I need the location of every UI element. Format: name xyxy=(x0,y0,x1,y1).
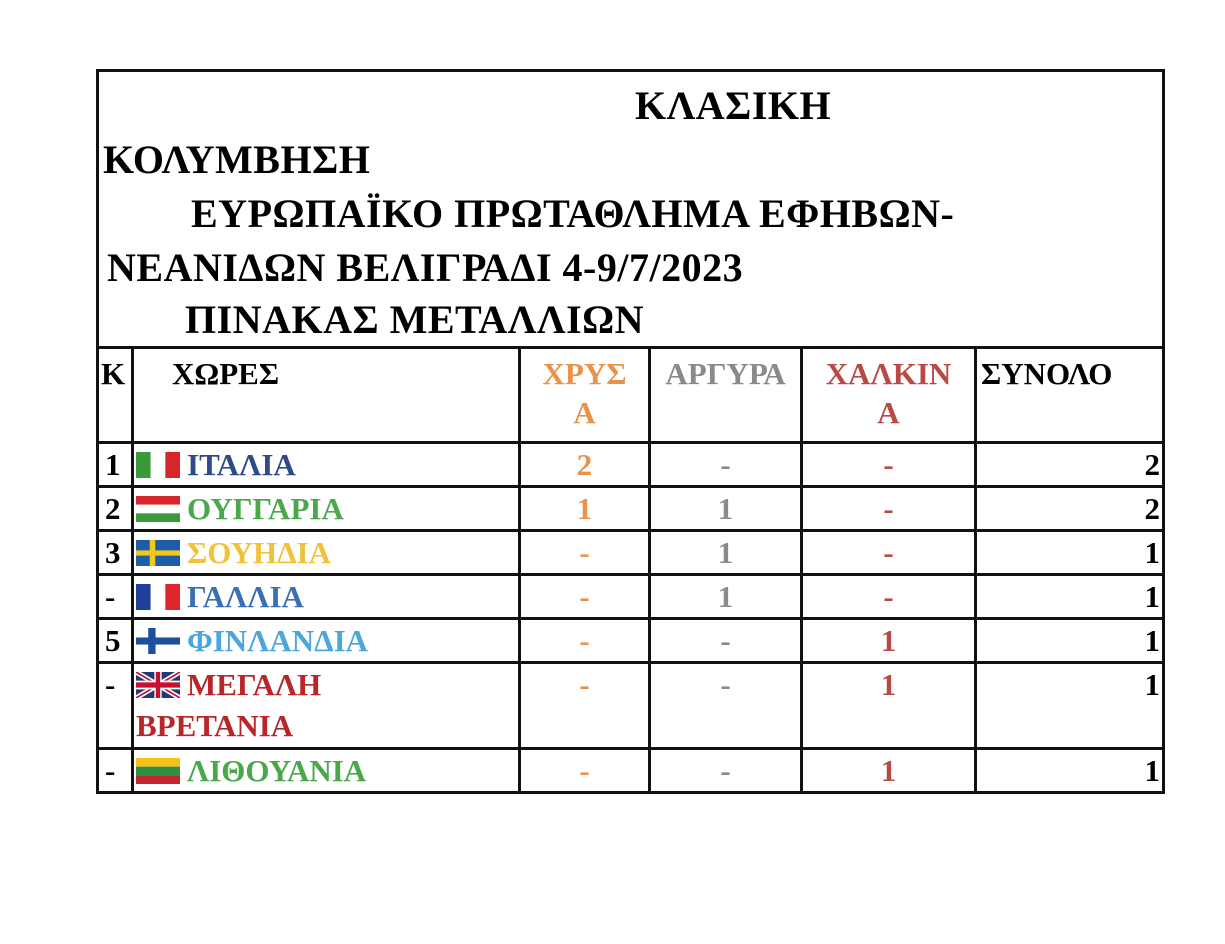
country-name-line-1: ΜΕΓΑΛΗ xyxy=(187,667,322,702)
header-gold-line-2: Α xyxy=(573,394,596,430)
total-cell: 1 xyxy=(976,663,1164,749)
country-cell xyxy=(133,531,520,575)
medal-table-sheet xyxy=(96,69,1162,794)
title-line-3: ΕΥΡΩΠΑΪΚΟ ΠΡΩΤΑΘΛΗΜΑ ΕΦΗΒΩΝ- xyxy=(191,191,955,236)
title-block xyxy=(98,71,1164,348)
table-row xyxy=(98,749,1164,793)
uk-flag-icon xyxy=(136,672,180,698)
bronze-cell: - xyxy=(802,487,976,531)
title-line-1: ΚΛΑΣΙΚΗ xyxy=(635,83,832,128)
total-cell: 1 xyxy=(976,619,1164,663)
country-cell xyxy=(133,443,520,487)
gold-cell: 2 xyxy=(520,443,650,487)
silver-cell: - xyxy=(650,663,802,749)
silver-cell: - xyxy=(650,749,802,793)
gold-cell: - xyxy=(520,575,650,619)
country-cell xyxy=(133,619,520,663)
gold-cell: 1 xyxy=(520,487,650,531)
silver-cell: - xyxy=(650,619,802,663)
total-cell: 2 xyxy=(976,443,1164,487)
total-cell: 2 xyxy=(976,487,1164,531)
bronze-cell: 1 xyxy=(802,619,976,663)
country-name: ΛΙΘΟΥΑΝΙΑ xyxy=(187,753,367,788)
bronze-cell: - xyxy=(802,575,976,619)
country-name: ΣΟΥΗΔΙΑ xyxy=(187,535,331,570)
france-flag-icon xyxy=(136,584,180,610)
header-countries: ΧΩΡΕΣ xyxy=(133,348,520,443)
sweden-flag-icon xyxy=(136,540,180,566)
silver-cell: 1 xyxy=(650,531,802,575)
gold-cell: - xyxy=(520,619,650,663)
header-row xyxy=(98,348,1164,443)
header-total: ΣΥΝΟΛΟ xyxy=(976,348,1164,443)
country-cell xyxy=(133,487,520,531)
hungary-flag-icon xyxy=(136,496,180,522)
bronze-cell: 1 xyxy=(802,663,976,749)
title-line-5: ΠΙΝΑΚΑΣ ΜΕΤΑΛΛΙΩΝ xyxy=(185,297,645,342)
header-gold xyxy=(520,348,650,443)
rank-cell: - xyxy=(98,575,133,619)
silver-cell: 1 xyxy=(650,487,802,531)
table-row xyxy=(98,663,1164,749)
table-row xyxy=(98,487,1164,531)
finland-flag-icon xyxy=(136,628,180,654)
country-cell xyxy=(133,575,520,619)
country-name: ΦΙΝΛΑΝΔΙΑ xyxy=(187,623,369,658)
rank-cell: 3 xyxy=(98,531,133,575)
table-row xyxy=(98,619,1164,663)
header-silver: ΑΡΓΥΡΑ xyxy=(650,348,802,443)
silver-cell: 1 xyxy=(650,575,802,619)
italy-flag-icon xyxy=(136,452,180,478)
table-row xyxy=(98,531,1164,575)
total-cell: 1 xyxy=(976,575,1164,619)
country-name: ΓΑΛΛΙΑ xyxy=(187,579,304,614)
gold-cell: - xyxy=(520,531,650,575)
country-name: ΙΤΑΛΙΑ xyxy=(187,447,296,482)
title-line-2: ΚΟΛΥΜΒΗΣΗ xyxy=(103,137,371,182)
bronze-cell: - xyxy=(802,443,976,487)
bronze-cell: 1 xyxy=(802,749,976,793)
country-cell xyxy=(133,749,520,793)
gold-cell: - xyxy=(520,749,650,793)
total-cell: 1 xyxy=(976,749,1164,793)
rank-cell: - xyxy=(98,663,133,749)
lithuania-flag-icon xyxy=(136,758,180,784)
country-cell xyxy=(133,663,520,749)
header-bronze-line-2: Α xyxy=(877,394,900,430)
header-rank: Κ xyxy=(98,348,133,443)
silver-cell: - xyxy=(650,443,802,487)
total-cell: 1 xyxy=(976,531,1164,575)
country-name-line-2: ΒΡΕΤΑΝΙΑ xyxy=(136,708,294,743)
medal-table xyxy=(96,69,1165,794)
rank-cell: 1 xyxy=(98,443,133,487)
title-line-4: ΝΕΑΝΙΔΩΝ ΒΕΛΙΓΡΑΔΙ 4-9/7/2023 xyxy=(107,245,744,290)
table-row xyxy=(98,443,1164,487)
country-name: ΟΥΓΓΑΡΙΑ xyxy=(187,491,344,526)
header-bronze xyxy=(802,348,976,443)
gold-cell: - xyxy=(520,663,650,749)
header-bronze-line-1: ΧΑΛΚΙΝ xyxy=(825,356,952,391)
bronze-cell: - xyxy=(802,531,976,575)
rank-cell: - xyxy=(98,749,133,793)
rank-cell: 5 xyxy=(98,619,133,663)
header-gold-line-1: ΧΡΥΣ xyxy=(542,356,627,391)
rank-cell: 2 xyxy=(98,487,133,531)
table-row xyxy=(98,575,1164,619)
